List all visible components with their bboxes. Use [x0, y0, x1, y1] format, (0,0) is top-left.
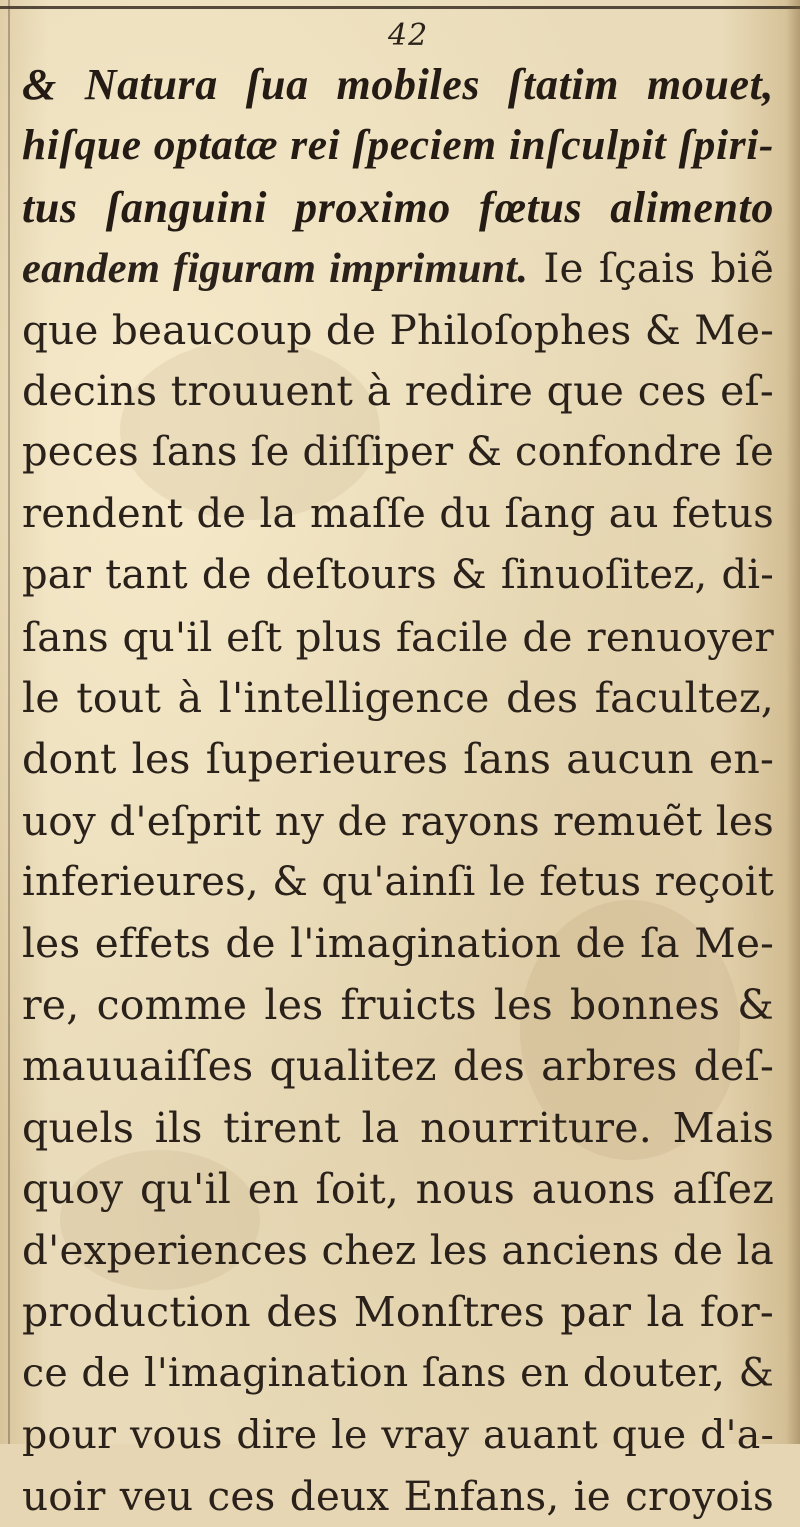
text-line: re, comme les fruicts les bonnes &	[22, 980, 774, 1029]
left-margin-rule	[8, 0, 10, 1444]
text-line-italic-part: eandem figuram imprimunt.	[22, 245, 529, 293]
text-line: mauuaiſſes qualitez des arbres deſ-	[22, 1042, 774, 1091]
text-line-roman-part: Ie ſçais biẽ	[528, 244, 774, 293]
text-line: d'experiences chez les anciens de la	[22, 1226, 774, 1275]
top-rule	[0, 6, 800, 9]
text-line: quels ils tirent la nourriture. Mais	[22, 1103, 774, 1152]
text-line: quoy qu'il en ſoit, nous auons aſſez	[22, 1165, 774, 1214]
text-line: & Natura ſua mobiles ſtatim mouet,	[22, 60, 774, 109]
text-line: par tant de deſtours & ſinuoſitez, di-	[22, 552, 774, 599]
body-text	[22, 54, 774, 1527]
text-line: peces ſans ſe diſſiper & confondre ſe	[22, 429, 774, 476]
page-number: 42	[388, 18, 429, 53]
text-line: ſans qu'il eſt plus facile de renuoyer	[22, 612, 774, 661]
text-line: dont les ſuperieures ſans aucun en-	[22, 735, 774, 784]
text-line: ce de l'imagination ſans en douter, &	[22, 1350, 774, 1397]
text-line-mixed	[22, 238, 774, 299]
text-line: uoir veu ces deux Enfans, ie croyois	[22, 1471, 774, 1520]
text-line: pour vous dire le vray auant que d'a-	[22, 1411, 774, 1458]
text-line: le tout à l'intelligence des facultez,	[22, 673, 774, 722]
text-line: les effets de l'imagination de ſa Me-	[22, 919, 774, 968]
text-line: uoy d'eſprit ny de rayons remuẽt les	[22, 796, 774, 845]
text-line: production des Monſtres par la for-	[22, 1287, 774, 1336]
text-line: inferieures, & qu'ainſi le fetus reçoit	[22, 859, 774, 906]
page-edge-shadow	[786, 0, 800, 1444]
text-line: decins trouuent à redire que ces eſ-	[22, 366, 774, 415]
text-line: tus ſanguini proximo fœtus alimento	[22, 182, 774, 232]
text-line: hiſque optatæ rei ſpeciem inſculpit ſpiri-	[22, 121, 774, 170]
text-line: rendent de la maſſe du ſang au fetus	[22, 490, 774, 537]
text-line: que beaucoup de Philoſophes & Me-	[22, 305, 774, 354]
